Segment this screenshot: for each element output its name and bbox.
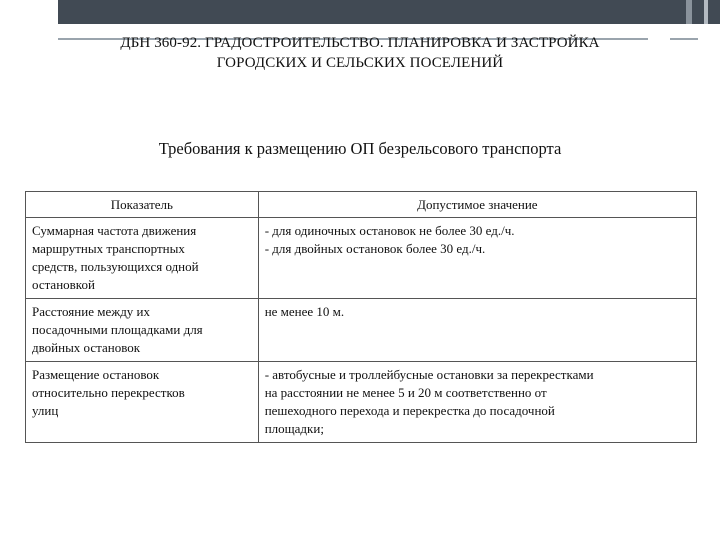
requirements-table xyxy=(25,191,697,443)
top-bar-accent xyxy=(704,0,708,24)
cell-text: Суммарная частота движения xyxy=(32,223,197,238)
cell-text: Расстояние между их xyxy=(32,304,151,319)
table-row xyxy=(26,362,697,443)
cell-text: - для одиночных остановок не более 30 ед./ч. xyxy=(264,223,515,238)
indicator-cell xyxy=(26,218,259,299)
cell-text: не менее 10 м. xyxy=(264,304,345,319)
slide-title xyxy=(40,33,680,73)
top-bar-accent xyxy=(686,0,692,24)
cell-text: - автобусные и троллейбусные остановки за перекрестками xyxy=(264,367,594,382)
title-line: ГОРОДСКИХ И СЕЛЬСКИХ ПОСЕЛЕНИЙ xyxy=(216,55,504,71)
cell-text: двойных остановок xyxy=(32,340,141,355)
cell-text: - для двойных остановок более 30 ед./ч. xyxy=(264,241,486,256)
indicator-cell xyxy=(26,362,259,443)
value-cell xyxy=(258,218,696,299)
header-indicator: Показатель xyxy=(26,192,259,218)
cell-text: площадки; xyxy=(264,421,324,436)
cell-text: пешеходного перехода и перекрестка до посадочной xyxy=(264,403,555,418)
value-cell xyxy=(258,362,696,443)
cell-text: относительно перекрестков xyxy=(32,385,185,400)
table-header-row xyxy=(26,192,697,218)
value-cell xyxy=(258,299,696,362)
cell-text: посадочными площадками для xyxy=(32,322,203,337)
cell-text: на расстоянии не менее 5 и 20 м соответственно от xyxy=(264,385,547,400)
cell-text: средств, пользующихся одной xyxy=(32,259,199,274)
cell-text: маршрутных транспортных xyxy=(32,241,185,256)
slide-top-bar xyxy=(58,0,720,24)
header-value: Допустимое значение xyxy=(258,192,696,218)
cell-text: улиц xyxy=(32,403,59,418)
cell-text: Размещение остановок xyxy=(32,367,160,382)
table-caption: Требования к размещению ОП безрельсового транспорта xyxy=(158,139,562,158)
title-line: ДБН 360-92. ГРАДОСТРОИТЕЛЬСТВО. ПЛАНИРОВКА И ЗАСТРОЙКА xyxy=(120,35,600,51)
cell-text: остановкой xyxy=(32,277,95,292)
table-row xyxy=(26,218,697,299)
table-row xyxy=(26,299,697,362)
indicator-cell xyxy=(26,299,259,362)
